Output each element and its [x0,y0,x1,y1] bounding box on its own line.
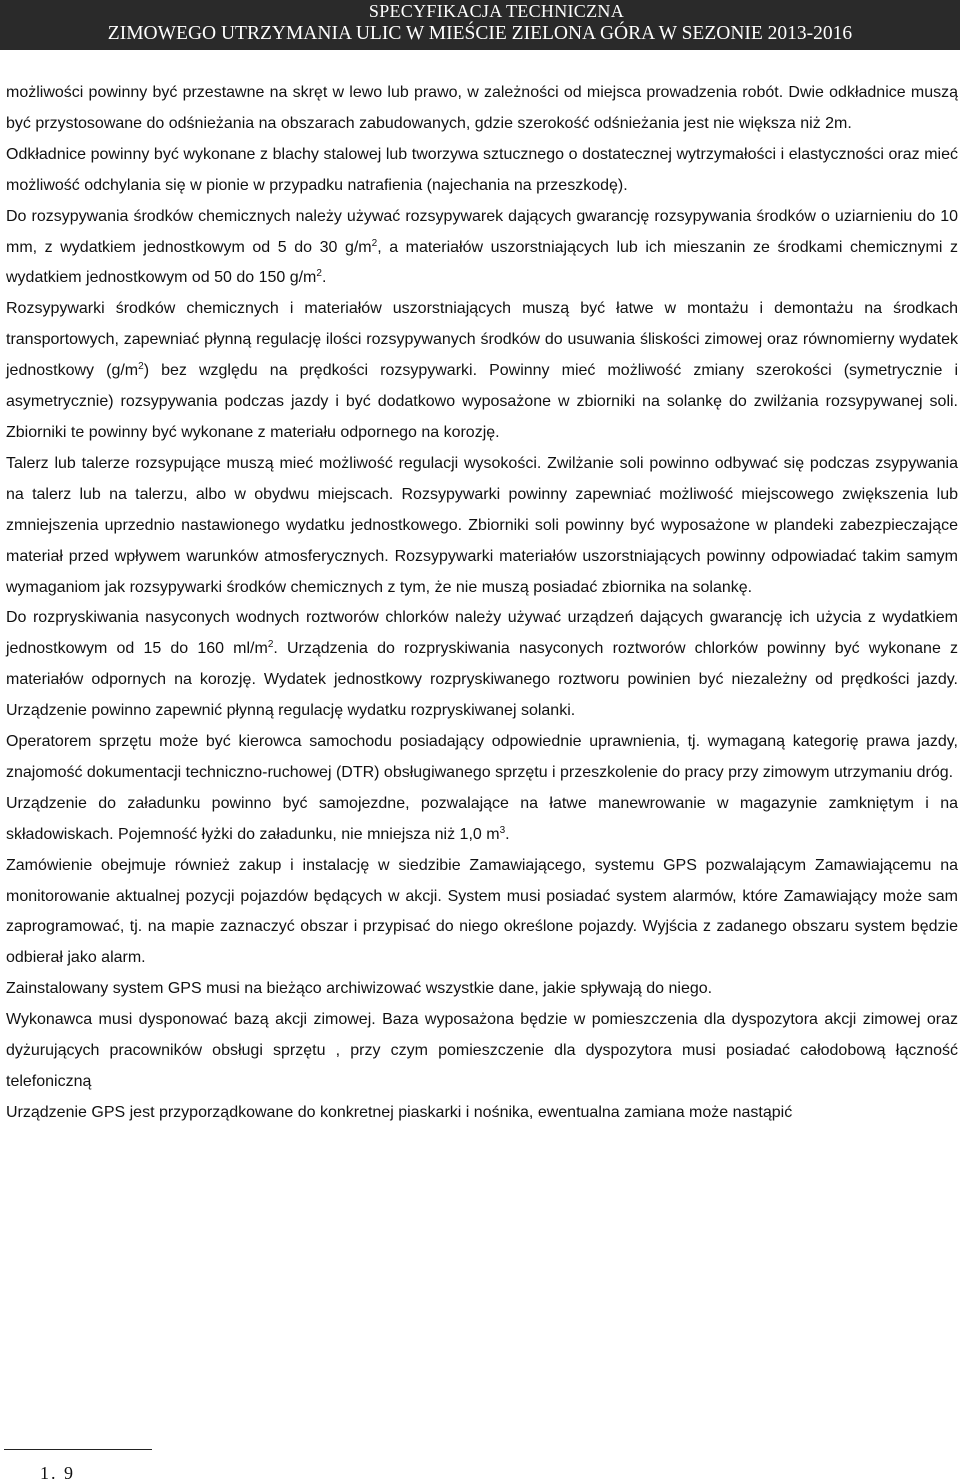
superscript: 2 [138,361,144,373]
paragraph: Operatorem sprzętu może być kierowca samochodu posiadający odpowiednie uprawnienia, tj. wymaganą kategorię prawa jazdy, znajomość dokumentacji techniczno-ruchowej (DTR) obsługiwanego sprzętu i przeszkolenie do pracy przy zimowym utrzymaniu dróg. [6,733,958,781]
paragraph: możliwości powinny być przestawne na skręt w lewo lub prawo, w zależności od miejsca prowadzenia robót. Dwie odkładnice muszą być przystosowane do odśnieżania na obszarach zabudowanych, gdzie szerokość odśnieżania jest nie większa niż 2m. [6,84,958,132]
paragraph [6,202,958,295]
paragraph-text: Do rozpryskiwania nasyconych wodnych roztworów chlorków należy używać urządzeń dających gwarancję ich użycia z wydatkiem jednostkowym od 15 do 160 ml/m [6,609,958,658]
paragraph: Urządzenie GPS jest przyporządkowane do konkretnej piaskarki i nośnika, ewentualna zamiana może nastąpić [6,1103,793,1121]
paragraph-text: . Urządzenia do rozpryskiwania nasyconych roztworów chlorków powinny być wykonane z materiałów odpornych na korozję. Wydatek jednostkowy rozpryskiwanego roztworu powinien być niezależny od prędkości jazdy. Urządzenie powinno zapewnić płynną regulację wydatku rozpryskiwanej solanki. [6,640,959,720]
paragraph-text: , a materiałów uszorstniających lub ich mieszanin ze środkami chemicznymi z wydatkiem jednostkowym od 50 do 150 g/m [6,238,959,287]
superscript: 2 [371,237,378,249]
paragraph: Zainstalowany system GPS musi na bieżąco archiwizować wszystkie dane, jakie spływają do niego. [6,980,713,998]
document-body [6,78,958,1129]
superscript: 3 [499,824,506,836]
paragraph [6,603,958,727]
paragraph-text: . [321,269,327,287]
header-title-line-2: ZIMOWEGO UTRZYMANIA ULIC W MIEŚCIE ZIELONA GÓRA W SEZONIE 2013-2016 [107,23,853,44]
superscript: 2 [316,268,322,280]
paragraph-text: ) bez względu na prędkości rozsypywarki. Powinny mieć możliwość zmiany szerokości (symetrycznie i asymetrycznie) rozsypywania podczas jazdy i być dodatkowo wyposażone w zbiorniki na solankę do zwilżania rozsypywanej soli. Zbiorniki te powinny być wykonane z materiału odpornego na korozję. [6,362,959,441]
document-header [0,0,960,50]
paragraph-text: Urządzenie do załadunku powinno być samojezdne, pozwalające na łatwe manewrowanie w magazynie zamkniętym i na składowiskach. Pojemność łyżki do załadunku, nie mniejsza niż 1,0 m [6,794,958,843]
header-title-line-1: SPECYFIKACJA TECHNICZNA [368,1,624,21]
paragraph: Odkładnice powinny być wykonane z blachy stalowej lub tworzywa sztucznego o dostatecznej wytrzymałości i elastyczności oraz mieć możliwość odchylania się w pionie w przypadku natrafienia (najechania na przeszkodę). [6,145,958,194]
paragraph: Zamówienie obejmuje również zakup i instalację w siedzibie Zamawiającego, systemu GPS pozwalającym Zamawiającemu na monitorowanie aktualnej pozycji pojazdów będących w akcji. System musi posiadać system alarmów, które Zamawiający może sam zaprogramować, tj. na mapie zaznaczyć obszar i przypisać do niego określone pojazdy. Wyjścia z zadanego obszaru system będzie odbierał jako alarm. [6,856,958,967]
paragraph: Talerz lub talerze rozsypujące muszą mieć możliwość regulacji wysokości. Zwilżanie soli powinno odbywać się podczas zsypywania na talerz lub na talerzu, albo w obydwu miejscach. Rozsypywarki powinny zapewniać możliwość miejscowego zwiększenia lub zmniejszenia uprzednio nastawionego wydatku jednostkowego. Zbiorniki soli powinny być wyposażone w plandeki zabezpieczające materiał przed wpływem warunków atmosferycznych. Rozsypywarki materiałów uszorstniających powinny odpowiadać takim samym wymaganiom jak rozsypywarki środków chemicznych z tym, że nie muszą posiadać zbiornika na solankę. [6,454,958,596]
paragraph: Wykonawca musi dysponować bazą akcji zimowej. Baza wyposażona będzie w pomieszczenia dla dyspozytora akcji zimowej oraz dyżurujących pracowników obsługi sprzętu , przy czym pomieszczenie dla dyspozytora musi posiadać całodobową łączność telefoniczną [6,1011,958,1090]
page-number: 1. 9 [40,1463,75,1483]
paragraph-text: . [505,825,510,843]
paragraph-text: Do rozsypywania środków chemicznych należy używać rozsypywarek dających gwarancję rozsypywania środków o uziarnieniu do 10 mm, z wydatkiem jednostkowym od 5 do 30 g/m [6,207,958,256]
paragraph-text: Rozsypywarki środków chemicznych i materiałów uszorstniających muszą być łatwe w montażu i demontażu na środkach transportowych, zapewniać płynną regulację ilości rozsypywanych środków do usuwania śliskości zimowej oraz równomierny wydatek jednostkowy (g/m [6,300,958,380]
superscript: 2 [267,639,274,651]
paragraph [6,294,958,449]
paragraph [6,789,958,851]
footer-divider [4,1449,152,1450]
